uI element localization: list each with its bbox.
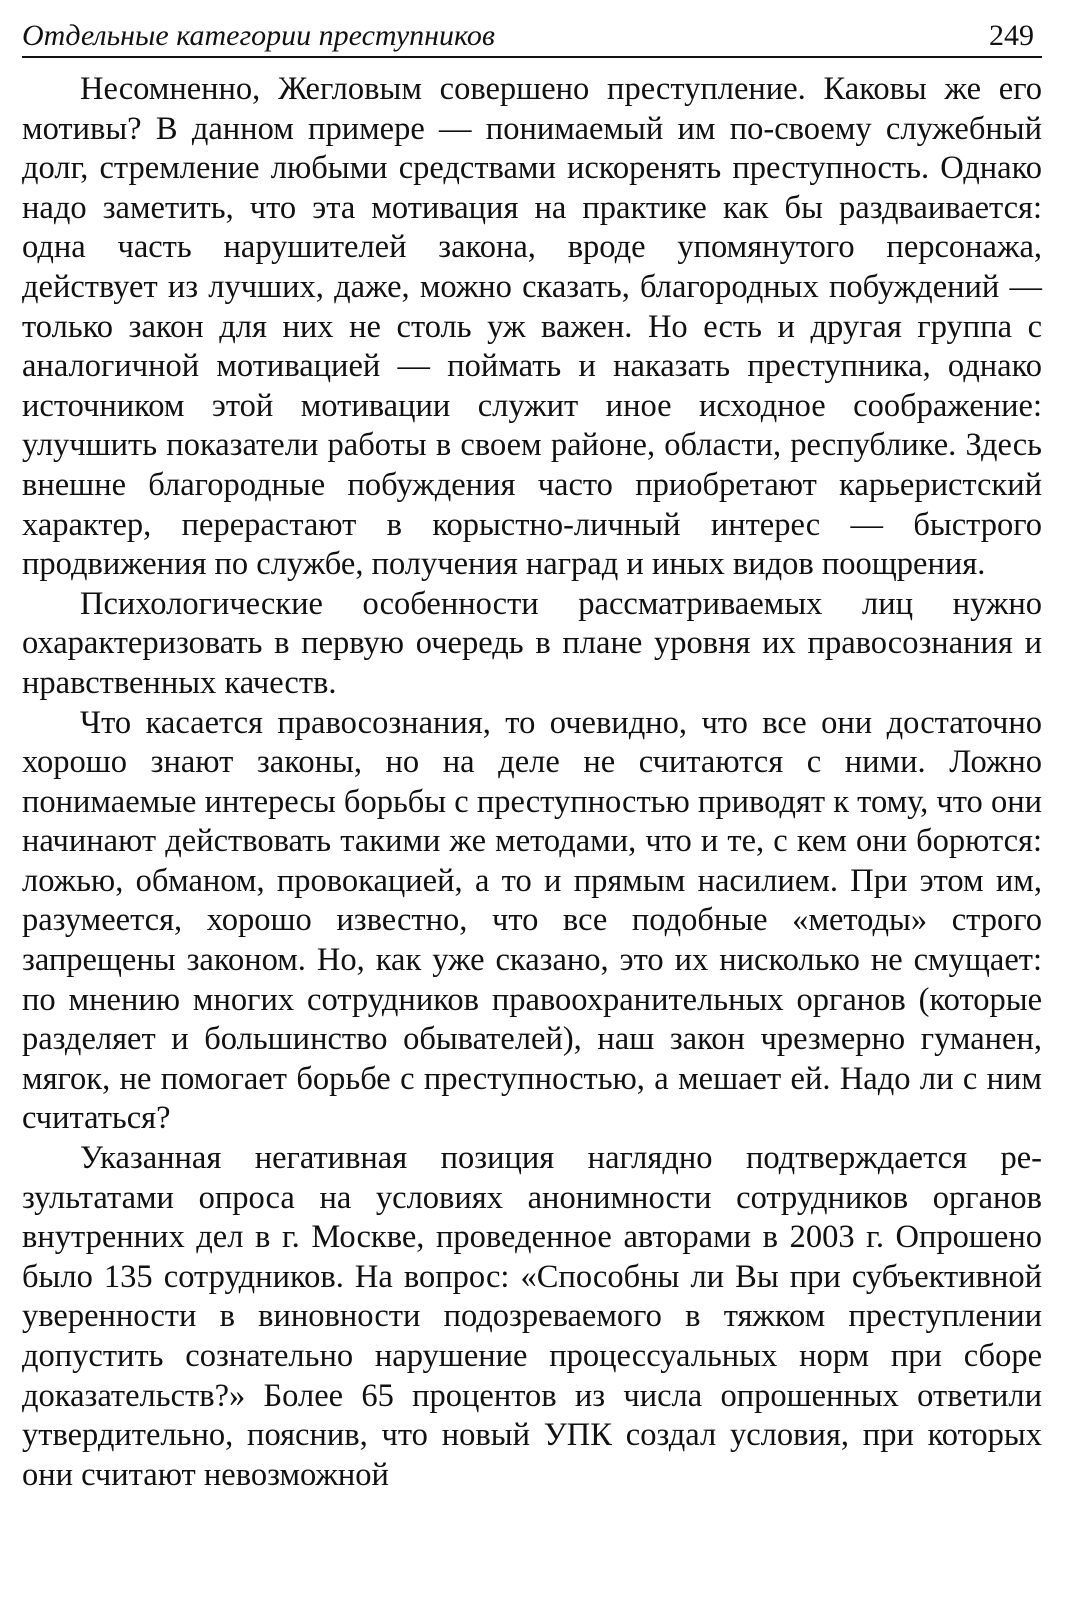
body-text — [22, 70, 1042, 1495]
page-number: 249 — [989, 19, 1034, 52]
running-title: Отдельные категории преступников — [22, 19, 495, 52]
paragraph-psychological-features: Психологические особенности рассматриваемых лиц нужно охарактеризовать в первую очередь в плане уровня их правосознания и нравственных качеств. — [22, 585, 1042, 701]
book-page — [22, 12, 1042, 1495]
paragraph-legal-consciousness: Что касается правосознания, то очевидно, что все они достаточно хорошо знают законы, но на деле не считаются с ними. Ложно понимаемые интересы борьбы с преступностью приводят к тому, что они начинают действовать такими же методами, что и те, с кем они борются: ложью, обманом, провокацией, а то и прямым насилием. При этом им, разумеется, хорошо известно, что все подобные «методы» строго запрещены законом. Но, как уже сказано, это их нисколько не смущает: по мнению многих сотрудников правоохранительных органов (которые разделяет и большинство обывателей), наш закон чрезмерно гуманен, мягок, не помогает борьбе с преступностью, а мешает ей. Надо ли с ним считаться? — [22, 704, 1042, 1137]
paragraph-zheglov-motives: Несомненно, Жегловым совершено преступление. Каковы же его мотивы? В данном примере — понимаемый им по-своему служебный долг, стремление любыми средствами искоренять преступность. Однако надо заметить, что эта мотивация на практике как бы раздваивается: одна часть нарушителей закона, вроде упомянутого персонажа, действует из лучших, даже, можно сказать, благородных побуждений — только закон для них не столь уж важен. Но есть и другая группа с аналогичной мотивацией — поймать и наказать преступника, однако источником этой мотивации служит иное исходное соображение: улучшить показатели работы в своем районе, области, республике. Здесь внешне благородные побуждения часто приобретают карьеристский характер, перерастают в корыстно-личный интерес — быстрого продвижения по службе, получения наград и иных видов поощрения. — [22, 71, 1042, 583]
paragraph-survey-results: Указанная негативная позиция наглядно подтверждается результатами опроса на условиях анонимности сотрудников органов внутренних дел в г. Москве, проведенное авторами в 2003 г. Опрошено было 135 сотрудников. На вопрос: «Способны ли Вы при субъективной уверенности в виновности подозреваемого в тяжком преступлении допустить сознательно нарушение процессуальных норм при сборе доказательств?» Более 65 процентов из числа опрошенных ответили утвердительно, пояснив, что новый УПК создал условия, при которых они считают невозможной — [22, 1140, 1042, 1493]
running-header — [22, 12, 1042, 58]
